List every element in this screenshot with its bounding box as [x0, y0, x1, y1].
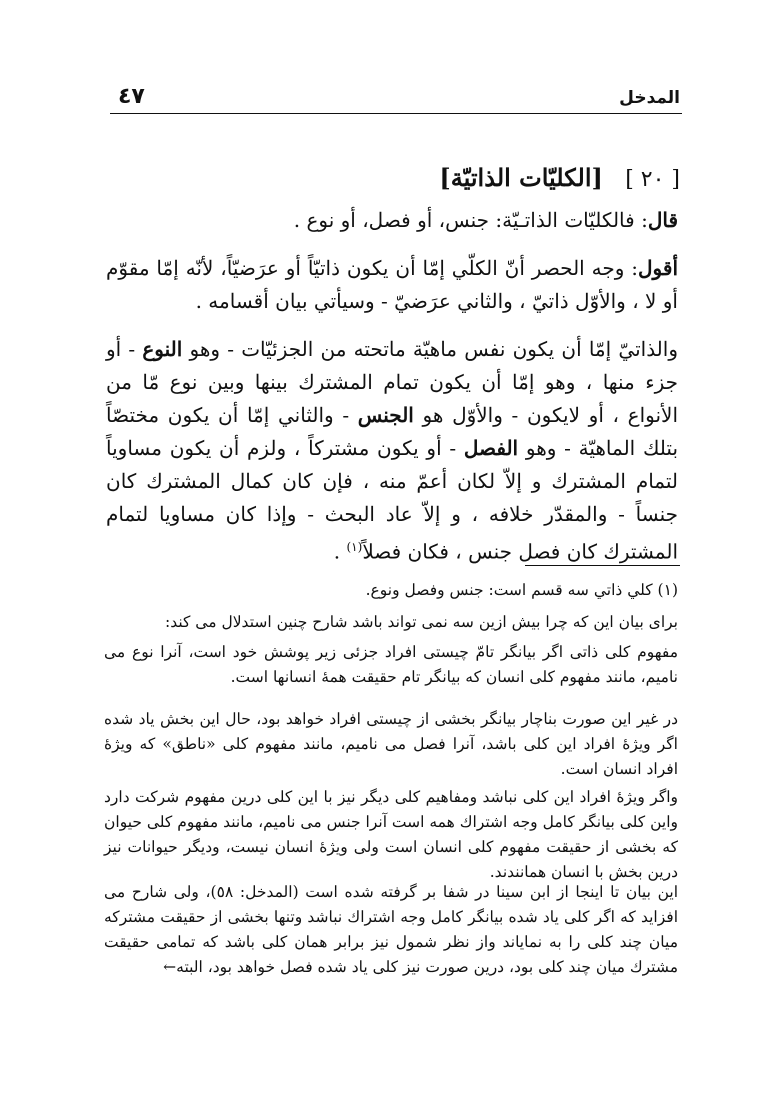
footnote-paragraph: براى بيان اين كه چرا بيش ازين سه نمى تواند باشد شارح چنين استدلال مى كند:	[164, 613, 678, 631]
term-jins: الجنس	[357, 403, 414, 427]
footnote-paragraph: واگر ويژهٔ افراد اين كلى نباشد ومفاهيم كلى ديگر نيز با اين كلى درين مفهوم شركت دارد واين كلى بيانگر كامل وجه اشتراك همه است آنرا جنس مى ناميم، مانند مفهوم كلى حيوان كه بخشى از حقيقت مفهوم كلى انسان است ولى ويژهٔ انسان نيست، وديگر حيوانات نيز درين بخش با انسان همانندند.	[104, 788, 678, 881]
footnote-paragraph: مفهوم كلى ذاتى اگر بيانگر تامّ چيستى افراد جزئى زير پوشش خود است، آنرا نوع مى ناميم، مانند مفهوم كلى انسان كه بيانگر تام حقيقت همهٔ انسانها است.	[104, 643, 678, 686]
footnote-paragraph: در غير اين صورت بناچار بيانگر بخشى از چيستى افراد خواهد بود، حال اين بخش ياد شده اگر ويژهٔ افراد اين كلى باشد، آنرا فصل مى ناميم، مانند مفهوم كلى «ناطق» كه ويژهٔ افراد انسان است.	[104, 710, 678, 778]
paragraph-qala	[106, 204, 678, 237]
header-rule	[110, 113, 682, 114]
footnote-paragraph: اين بيان تا اينجا از ابن سينا در شفا بر گرفته شده است (المدخل: ٥٨)، ولى شارح مى افزايد كه اگر كلى ياد شده بيانگر كامل وجه اشتراك نباشد وتنها بخشى از حقيقت مشتركه ميان چند كلى را به نماياند واز نظر شمول نيز برابر همان كلى باشد كه تمامى حقيقت مشترك ميان چند كلى بود، درين صورت نيز كلى ياد شده فصل خواهد بود، البته←	[104, 883, 678, 976]
lead-word-aqulu: أقول	[638, 256, 678, 280]
footnote-separator	[525, 565, 680, 566]
paragraph-text: : وجه الحصر أنّ الكلّي إمّا أن يكون ذاتيّاً أو عرَضيّاً، لأنّه إمّا مقوّم أو لا ، والأوّل ذاتيّ ، والثاني عرَضيّ - وسيأتي بيان أقسامه .	[106, 256, 678, 313]
section-title: [الكليّات الذاتيّة]	[439, 163, 603, 192]
term-fasl: الفصل	[463, 436, 519, 460]
paragraph-text: - أو جزء منها ، وهو إمّا أن يكون تمام المشترك بينها وبين نوع مّا من الأنواع ، أو لايكون - والأوّل هو	[106, 337, 679, 427]
paragraph-text: - أو يكون مشتركاً ، ولزم أن يكون مساوياً لتمام المشترك و إلاّ لكان أعمّ منه ، فإن كان كمال المشترك كان جنساً - والمقدّر خلافه ، و إلاّ عاد البحث - وإذا كان مساويا لتمام المشترك كان فصل جنس ، فكان فصلاً	[106, 436, 678, 564]
paragraph-text: والذاتيّ إمّا أن يكون نفس ماهيّة ماتحته من الجزئيّات - وهو	[189, 337, 678, 361]
section-heading	[80, 163, 680, 192]
page-number: ٤٧	[118, 84, 145, 109]
footnote-reference: (١)	[346, 540, 363, 554]
section-number: [ ٢٠ ]	[625, 167, 680, 192]
lead-word-qala: قال	[647, 208, 678, 232]
paragraph-dhati	[106, 333, 678, 569]
term-nau: النوع	[142, 337, 183, 361]
paragraph-end: .	[333, 539, 347, 564]
paragraph-aqulu	[106, 252, 678, 318]
paragraph-text: - والثاني إمّا أن يكون مختصّاً بتلك الماهيّة - وهو	[106, 403, 679, 460]
running-header-title: المدخل	[619, 88, 680, 108]
paragraph-text: : فالكليّات الذاتـيّة: جنس، أو فصل، أو نوع .	[293, 208, 648, 232]
footnote-1-heading: (١) كلي ذاتي سه قسم است: جنس وفصل ونوع.	[365, 581, 678, 599]
